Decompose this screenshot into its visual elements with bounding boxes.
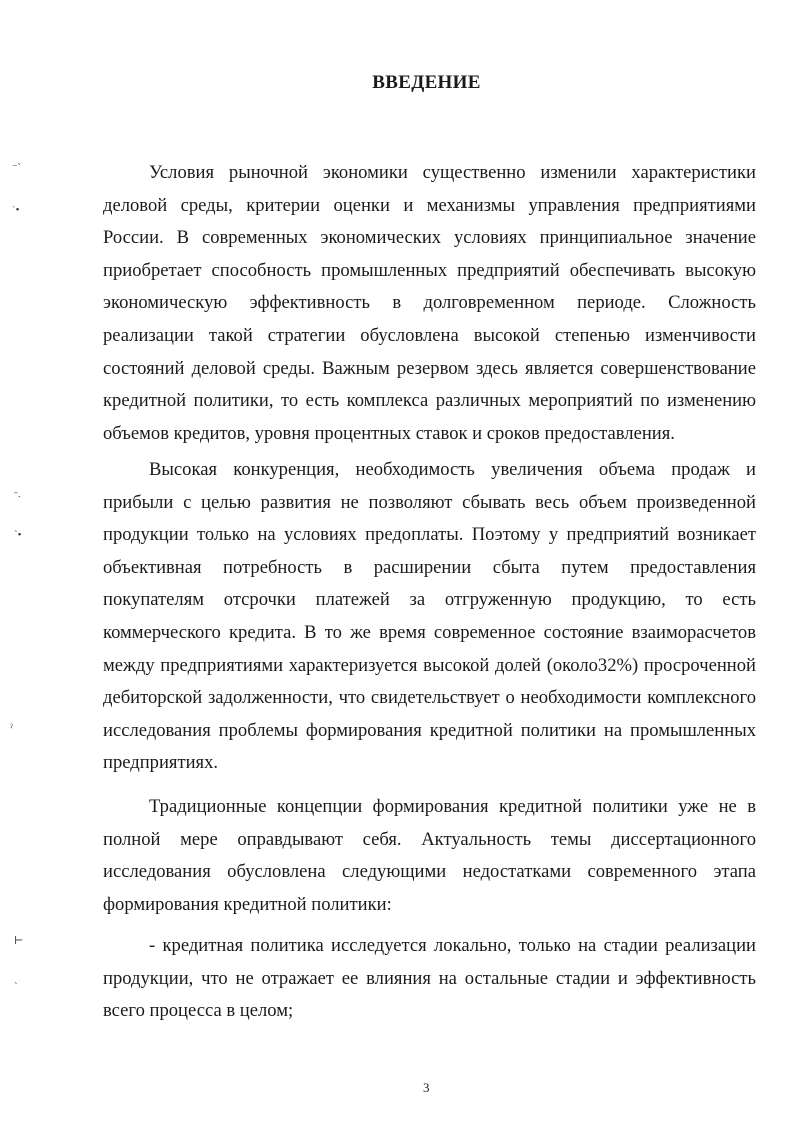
page-number: 3: [423, 1080, 430, 1095]
scan-mark: ⁻‵: [12, 162, 21, 174]
paragraph-market-conditions: Условия рыночной экономики существенно изменили характеристики деловой среды, критерии оценки и механизмы управления предприятиями России. В современных экономических условиях принципиальное значение приобретает способность промышленных предприятий обеспечивать высокую экономическую эффективность в долговременном периоде. Сложность реализации такой стратегии обусловлена высокой степенью изменчивости состояний деловой среды. Важным резервом здесь является совершенствование кредитной политики, то есть комплекса различных мероприятий по изменению объемов кредитов, уровня процентных ставок и сроков предоставления.: [103, 162, 756, 444]
page-title: ВВЕДЕНИЕ: [372, 72, 481, 93]
scan-mark: ˋ: [14, 981, 18, 993]
scan-mark: ˗ˎ: [14, 486, 22, 498]
scan-mark: ˋ•: [14, 529, 22, 541]
scan-mark: ˀ: [10, 722, 13, 734]
paragraph-list-item: - кредитная политика исследуется локально, только на стадии реализации продукции, что не отражает ее влияния на остальные стадии и эффективность всего процесса в целом;: [103, 935, 756, 1022]
paragraph-traditional-concepts: Традиционные концепции формирования кредитной политики уже не в полной мере оправдывают себя. Актуальность темы диссертационного исследования обусловлена следующими недостатками современного этапа формирования кредитной политики:: [103, 796, 756, 915]
paragraph-competition: Высокая конкуренция, необходимость увеличения объема продаж и прибыли с целью развития не позволяют сбывать весь объем произведенной продукции только на условиях предоплаты. Поэтому у предприятий возникает объективная потребность в расширении сбыта путем предоставления покупателям отсрочки платежей за отгруженную продукцию, то есть коммерческого кредита. В то же время современное состояние взаиморасчетов между предприятиями характеризуется высокой долей (около32%) просроченной дебиторской задолженности, что свидетельствует о необходимости комплексного исследования проблемы формирования кредитной политики на промышленных предприятиях.: [103, 459, 756, 774]
scan-mark: ˈ•: [12, 204, 20, 216]
scan-mark: ⊢: [14, 935, 24, 947]
